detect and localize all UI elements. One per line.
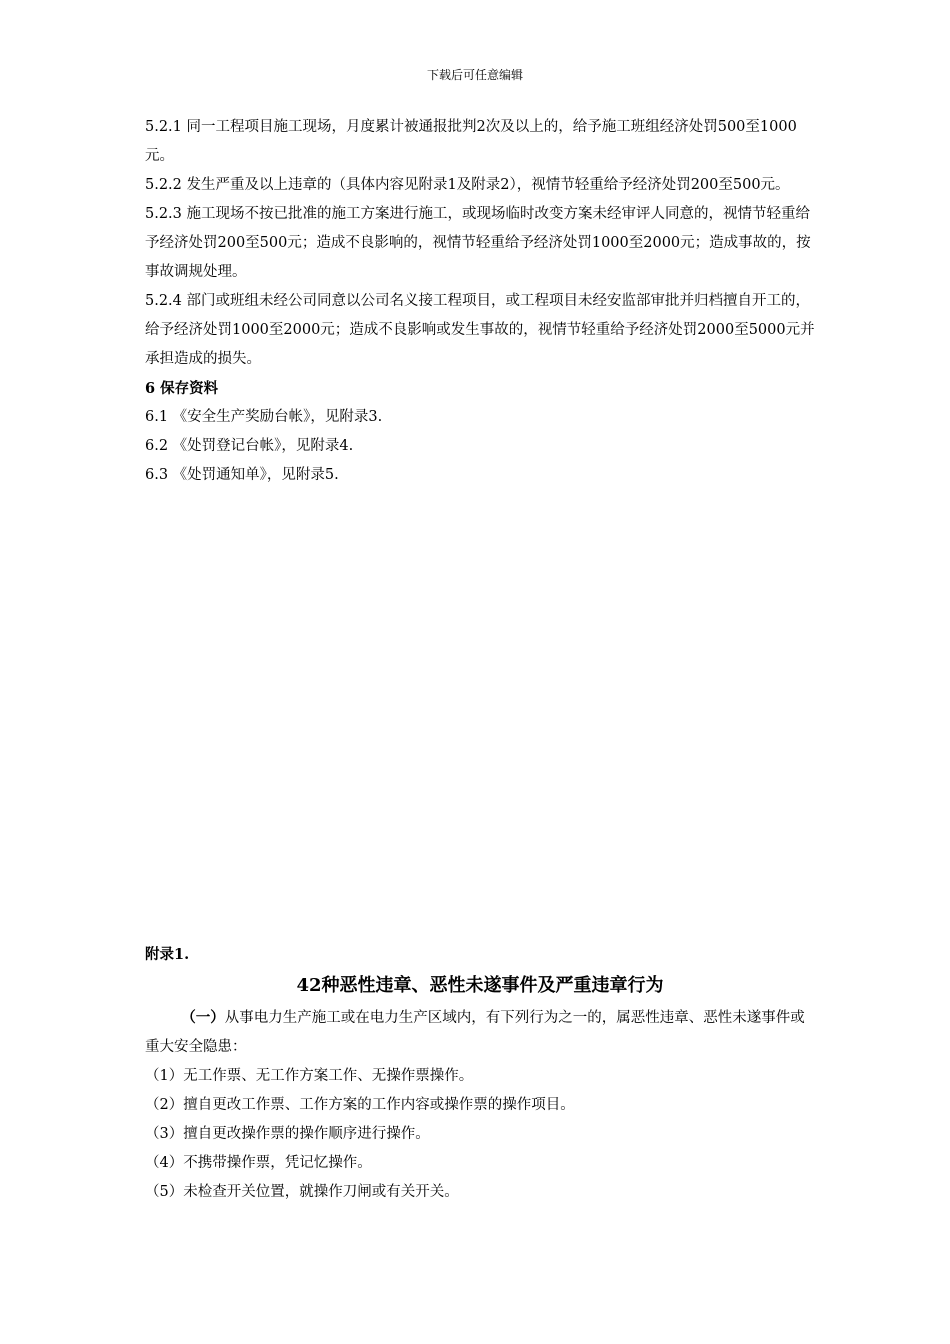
clause-5-2-4: 5.2.4 部门或班组未经公司同意以公司名义接工程项目，或工程项目未经安监部审批并归档擅自开工的，给予经济处罚1000至2000元；造成不良影响或发生事故的，视情节轻重给予经济处罚2000至5000元并承担造成的损失。 bbox=[145, 293, 815, 367]
violation-item-1: （1）无工作票、无工作方案工作、无操作票操作。 bbox=[145, 1068, 474, 1084]
appendix-1-block bbox=[145, 940, 815, 1207]
clause-5-2-2: 5.2.2 发生严重及以上违章的（具体内容见附录1及附录2），视情节轻重给予经济处罚200至500元。 bbox=[145, 177, 790, 193]
record-item-6-1: 6.1 《安全生产奖励台帐》，见附录3. bbox=[145, 409, 383, 425]
intro-text: 从事电力生产施工或在电力生产区域内，有下列行为之一的，属恶性违章、恶性未遂事件或重大安全隐患： bbox=[145, 1010, 805, 1055]
page-header: 下载后可任意编辑 bbox=[426, 68, 523, 82]
intro-section-number: （一） bbox=[181, 1009, 225, 1026]
appendix-title: 42种恶性违章、恶性未遂事件及严重违章行为 bbox=[296, 975, 664, 996]
violation-item-3: （3）擅自更改操作票的操作顺序进行操作。 bbox=[145, 1126, 430, 1142]
appendix-label: 附录1. bbox=[145, 946, 190, 963]
violation-item-2: （2）擅自更改工作票、工作方案的工作内容或操作票的操作项目。 bbox=[145, 1097, 575, 1113]
violation-item-4: （4）不携带操作票，凭记忆操作。 bbox=[145, 1155, 372, 1171]
clause-5-2-1: 5.2.1 同一工程项目施工现场，月度累计被通报批判2次及以上的，给予施工班组经济处罚500至1000元。 bbox=[145, 119, 797, 164]
section-6-heading: 6 保存资料 bbox=[145, 380, 219, 397]
record-item-6-2: 6.2 《处罚登记台帐》，见附录4. bbox=[145, 438, 354, 454]
violation-item-5: （5）未检查开关位置，就操作刀闸或有关开关。 bbox=[145, 1184, 459, 1200]
appendix-intro bbox=[145, 1003, 815, 1062]
record-item-6-3: 6.3 《处罚通知单》，见附录5. bbox=[145, 467, 339, 483]
section-5-block bbox=[145, 113, 815, 490]
clause-5-2-3: 5.2.3 施工现场不按已批准的施工方案进行施工，或现场临时改变方案未经审评人同意的，视情节轻重给予经济处罚200至500元；造成不良影响的，视情节轻重给予经济处罚1000至2000元；造成事故的，按事故调规处理。 bbox=[145, 206, 811, 280]
